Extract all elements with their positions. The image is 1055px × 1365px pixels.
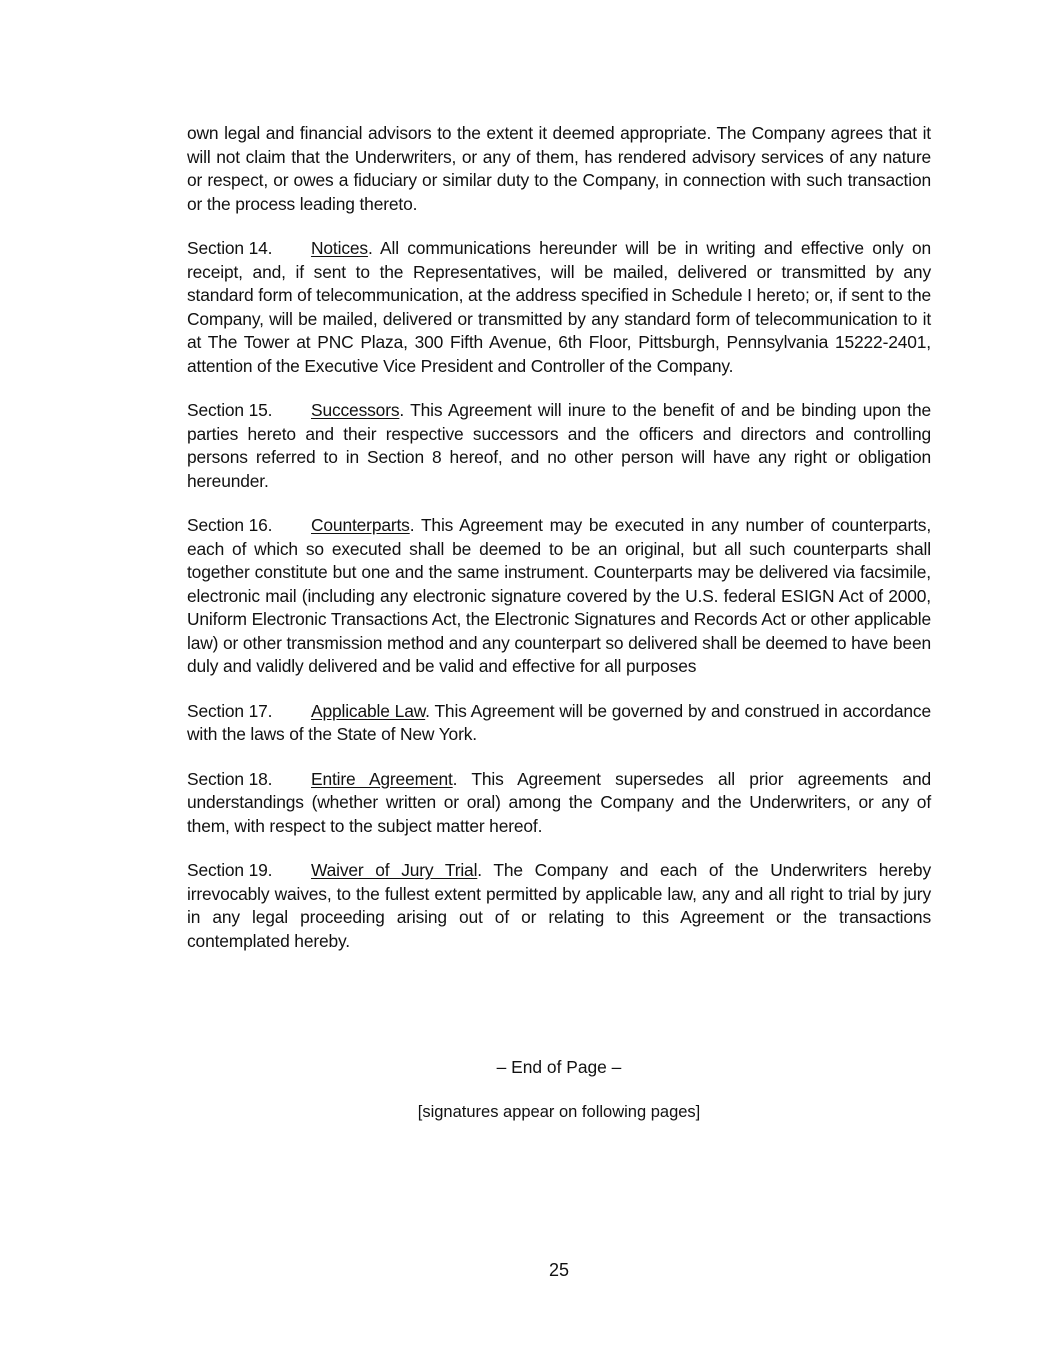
section-18	[187, 768, 931, 839]
section-19	[187, 859, 931, 953]
section-text: . This Agreement will be governed by and construed in accordance with the laws of the State of New York.	[187, 700, 931, 744]
section-17	[187, 700, 931, 747]
section-text: . This Agreement supersedes all prior agreements and understandings (whether written or oral) among the Company and the Underwriters, or any of them, with respect to the subject matter hereof.	[187, 768, 931, 836]
section-text: . This Agreement will inure to the benefit of and be binding upon the parties hereto and their respective successors and the officers and directors and controlling persons referred to in Section 8 hereof, and no other person will have any right or obligation hereunder.	[187, 400, 931, 491]
section-15	[187, 399, 931, 493]
intro-paragraph: own legal and financial advisors to the extent it deemed appropriate. The Company agrees that it will not claim that the Underwriters, or any of them, has rendered advisory services of any nature or respect, or owes a fiduciary or similar duty to the Company, in connection with such transaction or the process leading thereto.	[187, 123, 931, 214]
section-text: . The Company and each of the Underwriters hereby irrevocably waives, to the fullest extent permitted by applicable law, any and all right to trial by jury in any legal proceeding arising out of or relating to this Agreement or the transactions contemplated hereby.	[187, 860, 931, 951]
section-title: Counterparts	[311, 515, 410, 535]
document-body	[187, 122, 931, 974]
section-title: Entire Agreement	[311, 768, 453, 789]
signatures-note: [signatures appear on following pages]	[417, 1103, 701, 1121]
section-number: Section 16.	[187, 515, 273, 535]
section-number: Section 17.	[187, 700, 273, 721]
section-number: Section 14.	[187, 238, 273, 258]
section-title: Notices	[311, 238, 368, 258]
page-number: 25	[548, 1260, 570, 1280]
section-14	[187, 237, 931, 378]
section-title: Waiver of Jury Trial	[311, 860, 478, 880]
section-number: Section 19.	[187, 860, 273, 880]
section-text: . This Agreement may be executed in any number of counterparts, each of which so executed shall be deemed to be an original, but all such counterparts shall together constitute but one and the same instrument. Counterparts may be delivered via facsimile, electronic mail (including any electronic signature covered by the U.S. federal ESIGN Act of 2000, Uniform Electronic Transactions Act, the Electronic Signatures and Records Act or other applicable law) or other transmission method and any counterpart so delivered shall be deemed to have been duly and validly delivered and be valid and effective for all purposes	[187, 515, 931, 676]
end-of-page-marker: – End of Page –	[496, 1057, 622, 1077]
section-number: Section 15.	[187, 400, 273, 420]
section-number: Section 18.	[187, 768, 273, 789]
section-text: . All communications hereunder will be in writing and effective only on receipt, and, if sent to the Representatives, will be mailed, delivered or transmitted by any standard form of telecommunication, at the address specified in Schedule I hereto; or, if sent to the Company, will be mailed, delivered or transmitted by any standard form of telecommunication to it at The Tower at PNC Plaza, 300 Fifth Avenue, 6th Floor, Pittsburgh, Pennsylvania 15222-2401, attention of the Executive Vice President and Controller of the Company.	[187, 238, 931, 376]
section-16	[187, 514, 931, 679]
section-title: Successors	[311, 400, 400, 420]
section-title: Applicable Law	[311, 700, 426, 721]
